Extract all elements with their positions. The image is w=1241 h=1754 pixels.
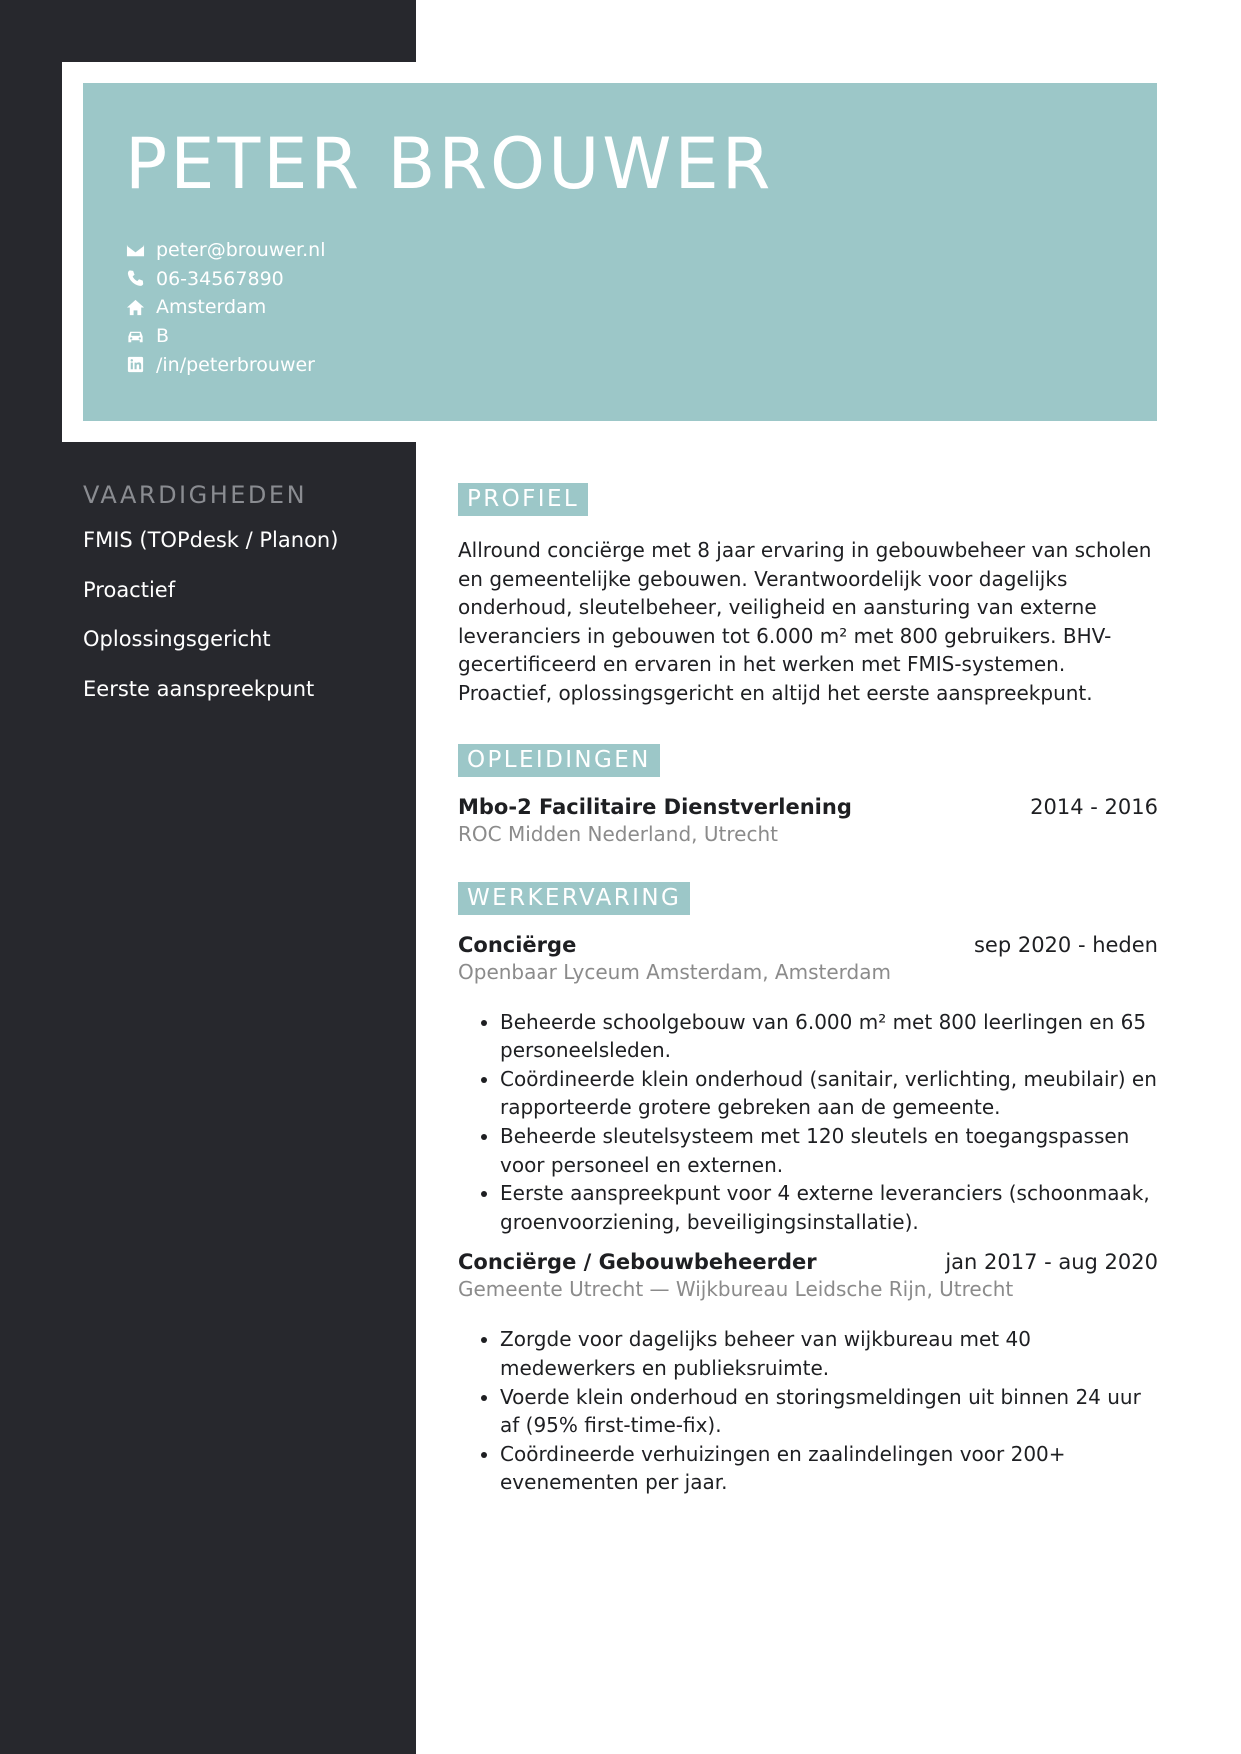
education-title: Mbo-2 Facilitaire Dienstverlening: [458, 794, 852, 819]
phone-icon: [125, 269, 145, 289]
contact-location-text: Amsterdam: [156, 296, 267, 319]
job-bullet: • Beheerde schoolgebouw van 6.000 m² met 800 leerlingen en 65 personeelsleden.: [500, 1008, 1158, 1065]
job-bullet: • Eerste aanspreekpunt voor 4 externe leveranciers (schoonmaak, groenvoorziening, beveiligingsinstallatie).: [500, 1179, 1158, 1236]
profile-text: Allround conciërge met 8 jaar ervaring in gebouwbeheer van scholen en gemeentelijke gebouwen. Verantwoordelijk voor dagelijks onderhoud, sleutelbeheer, veiligheid en aansturing van externe leveranciers in gebouwen tot 6.000 m² met 800 gebruikers. BHV-gecertificeerd en ervaren in het werken met FMIS-systemen. Proactief, oplossingsgericht en altijd het eerste aanspreekpunt.: [458, 538, 1152, 705]
experience-entry: [458, 933, 1158, 1237]
candidate-name: PETER BROUWER: [125, 123, 774, 205]
skill-item: Oplossingsgericht: [83, 627, 271, 651]
skill-item: FMIS (TOPdesk / Planon): [83, 528, 339, 552]
job-employer: Openbaar Lyceum Amsterdam, Amsterdam: [458, 959, 891, 984]
education-entry: [458, 795, 1158, 846]
job-date: jan 2017 - aug 2020: [945, 1250, 1158, 1275]
education-date: 2014 - 2016: [1030, 794, 1158, 819]
job-bullets: [458, 1008, 1158, 1237]
profile-heading: PROFIEL: [458, 483, 588, 516]
contact-license: [125, 322, 325, 351]
contact-location: [125, 293, 325, 322]
job-bullet: • Zorgde voor dagelijks beheer van wijkbureau met 40 medewerkers en publieksruimte.: [500, 1325, 1158, 1382]
skills-list: [83, 527, 403, 725]
skill-item: Proactief: [83, 577, 176, 602]
profile-section: [458, 483, 1158, 708]
linkedin-icon: [125, 355, 145, 375]
contact-email: [125, 236, 325, 265]
skills-section: [83, 483, 403, 725]
contact-phone-text[interactable]: 06-34567890: [156, 267, 284, 290]
education-heading: OPLEIDINGEN: [458, 744, 660, 777]
contact-linkedin: [125, 350, 325, 379]
main-content: [458, 483, 1158, 1497]
job-date: sep 2020 - heden: [973, 932, 1158, 957]
job-bullet: • Coördineerde verhuizingen en zaalindelingen voor 200+ evenementen per jaar.: [500, 1440, 1158, 1497]
experience-entry: [458, 1250, 1158, 1497]
job-bullet: • Beheerde sleutelsysteem met 120 sleutels en toegangspassen voor personeel en externen.: [500, 1122, 1158, 1179]
experience-section: [458, 882, 1158, 1497]
job-bullet: • Coördineerde klein onderhoud (sanitair, verlichting, meubilair) en rapporteerde grotere gebreken aan de gemeente.: [500, 1065, 1158, 1122]
education-institution: ROC Midden Nederland, Utrecht: [458, 821, 778, 846]
header: [83, 83, 1157, 421]
envelope-icon: [125, 240, 145, 260]
experience-heading: WERKERVARING: [458, 882, 690, 915]
contact-email-text[interactable]: peter@brouwer.nl: [156, 239, 326, 262]
job-bullets: [458, 1325, 1158, 1497]
home-icon: [125, 297, 145, 317]
job-employer: Gemeente Utrecht — Wijkbureau Leidsche Rijn, Utrecht: [458, 1277, 1014, 1302]
contact-linkedin-text[interactable]: /in/peterbrouwer: [156, 353, 315, 376]
skill-item: Eerste aanspreekpunt: [83, 676, 315, 701]
education-section: [458, 744, 1158, 846]
job-title: Conciërge: [458, 932, 577, 957]
job-bullet: • Voerde klein onderhoud en storingsmeldingen uit binnen 24 uur af (95% first-time-fix).: [500, 1383, 1158, 1440]
skills-heading: VAARDIGHEDEN: [83, 481, 308, 509]
contact-list: [125, 236, 325, 379]
job-title: Conciërge / Gebouwbeheerder: [458, 1250, 817, 1275]
car-icon: [125, 326, 145, 346]
contact-phone: [125, 265, 325, 294]
contact-license-text: B: [156, 325, 170, 348]
